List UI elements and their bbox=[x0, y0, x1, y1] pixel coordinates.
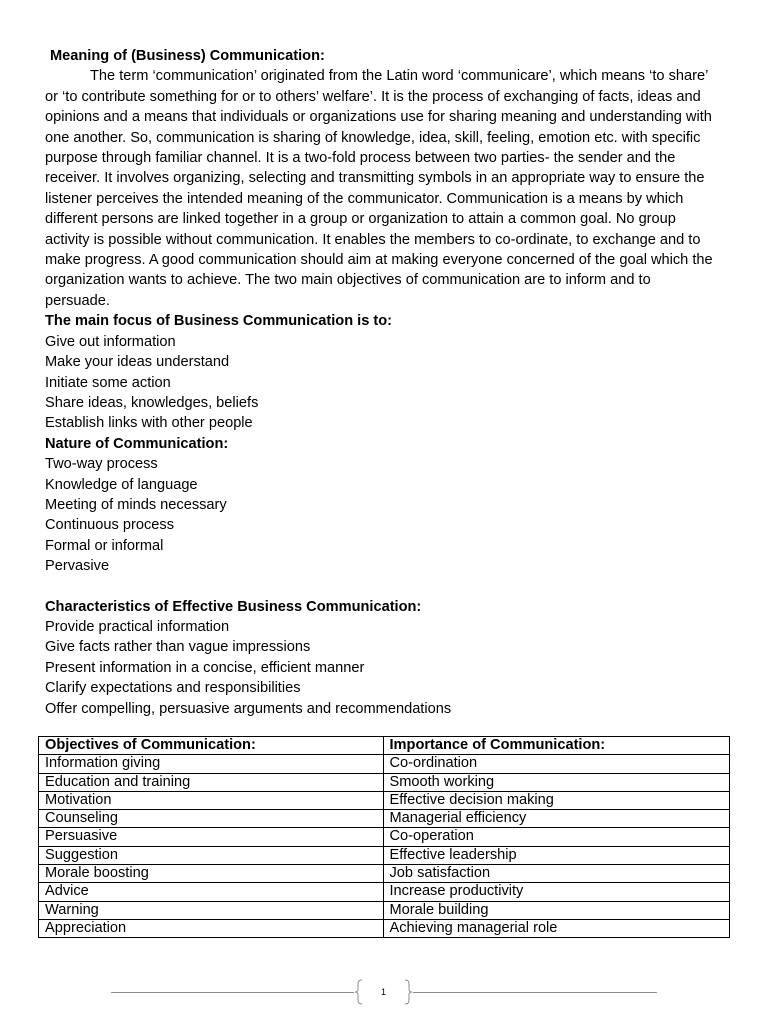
table-row bbox=[39, 883, 730, 901]
table-row bbox=[39, 901, 730, 919]
nature-item: Two-way process bbox=[45, 456, 158, 473]
characteristics-item: Give facts rather than vague impressions bbox=[45, 639, 311, 656]
importance-cell: Smooth working bbox=[383, 773, 730, 791]
table-row bbox=[39, 865, 730, 883]
table-row bbox=[39, 773, 730, 791]
header-importance: Importance of Communication: bbox=[383, 737, 730, 755]
importance-cell: Co-ordination bbox=[383, 755, 730, 773]
characteristics-item: Offer compelling, persuasive arguments and recommendations bbox=[45, 700, 452, 717]
characteristics-item: Provide practical information bbox=[45, 618, 230, 635]
page-number: 1 bbox=[380, 987, 386, 997]
nature-item: Continuous process bbox=[45, 517, 174, 534]
objective-cell: Motivation bbox=[39, 791, 384, 809]
characteristics-item: Clarify expectations and responsibilities bbox=[45, 680, 301, 697]
document-body bbox=[45, 46, 735, 719]
table-row bbox=[39, 755, 730, 773]
table-row bbox=[39, 828, 730, 846]
page-footer bbox=[111, 978, 657, 1006]
importance-cell: Job satisfaction bbox=[383, 865, 730, 883]
focus-item: Initiate some action bbox=[45, 374, 171, 391]
header-objectives: Objectives of Communication: bbox=[39, 737, 384, 755]
importance-cell: Effective decision making bbox=[383, 791, 730, 809]
meaning-paragraph: The term ‘communication’ originated from the Latin word ‘communicare’, which means ‘to share’ or ‘to contribute something for or to others’ welfare’. It is the process of exchanging of facts, ideas and opinions and a means that individuals or organizations use for sharing meaning and understanding with one another. So, communication is sharing of knowledge, idea, skill, feeling, emotion etc. with specific purpose through familiar channel. It is a two-fold process between two parties- the sender and the receiver. It involves organizing, selecting and transmitting symbols in an appropriate way to ensure the listener perceives the intended meaning of the communicator. Communication is a means by which different persons are linked together in a group or organization to attain a common goal. No group activity is possible without communication. It enables the members to co-ordinate, to exchange and to make progress. A good communication should aim at making everyone concerned of the goal which the organization wants to achieve. The two main objectives of communication are to inform and to persuade. bbox=[45, 68, 713, 309]
objective-cell: Appreciation bbox=[39, 919, 384, 937]
footer-rule-left bbox=[111, 992, 354, 993]
focus-item: Make your ideas understand bbox=[45, 354, 230, 371]
nature-item: Meeting of minds necessary bbox=[45, 496, 227, 513]
objective-cell: Counseling bbox=[39, 810, 384, 828]
importance-cell: Achieving managerial role bbox=[383, 919, 730, 937]
nature-item: Formal or informal bbox=[45, 537, 164, 554]
objectives-importance-table bbox=[38, 736, 730, 938]
meaning-heading: Meaning of (Business) Communication: bbox=[50, 48, 325, 64]
objective-cell: Advice bbox=[39, 883, 384, 901]
table-header-row bbox=[39, 737, 730, 755]
importance-cell: Co-operation bbox=[383, 828, 730, 846]
importance-cell: Managerial efficiency bbox=[383, 810, 730, 828]
objective-cell: Education and training bbox=[39, 773, 384, 791]
objective-cell: Morale boosting bbox=[39, 865, 384, 883]
importance-cell: Morale building bbox=[383, 901, 730, 919]
focus-item: Give out information bbox=[45, 333, 176, 350]
section-spacer bbox=[45, 577, 735, 597]
importance-cell: Increase productivity bbox=[383, 883, 730, 901]
characteristics-item: Present information in a concise, efficient manner bbox=[45, 659, 365, 676]
focus-item: Establish links with other people bbox=[45, 415, 253, 432]
table-row bbox=[39, 846, 730, 864]
objective-cell: Warning bbox=[39, 901, 384, 919]
nature-heading: Nature of Communication: bbox=[45, 435, 229, 452]
table-row bbox=[39, 810, 730, 828]
footer-rule-right bbox=[413, 992, 657, 993]
nature-item: Knowledge of language bbox=[45, 476, 198, 493]
table-row bbox=[39, 791, 730, 809]
table-row bbox=[39, 919, 730, 937]
focus-item: Share ideas, knowledges, beliefs bbox=[45, 394, 259, 411]
characteristics-heading: Characteristics of Effective Business Communication: bbox=[45, 598, 422, 615]
objective-cell: Suggestion bbox=[39, 846, 384, 864]
objective-cell: Information giving bbox=[39, 755, 384, 773]
importance-cell: Effective leadership bbox=[383, 846, 730, 864]
nature-item: Pervasive bbox=[45, 558, 110, 575]
focus-heading: The main focus of Business Communication is to: bbox=[45, 313, 393, 330]
objective-cell: Persuasive bbox=[39, 828, 384, 846]
